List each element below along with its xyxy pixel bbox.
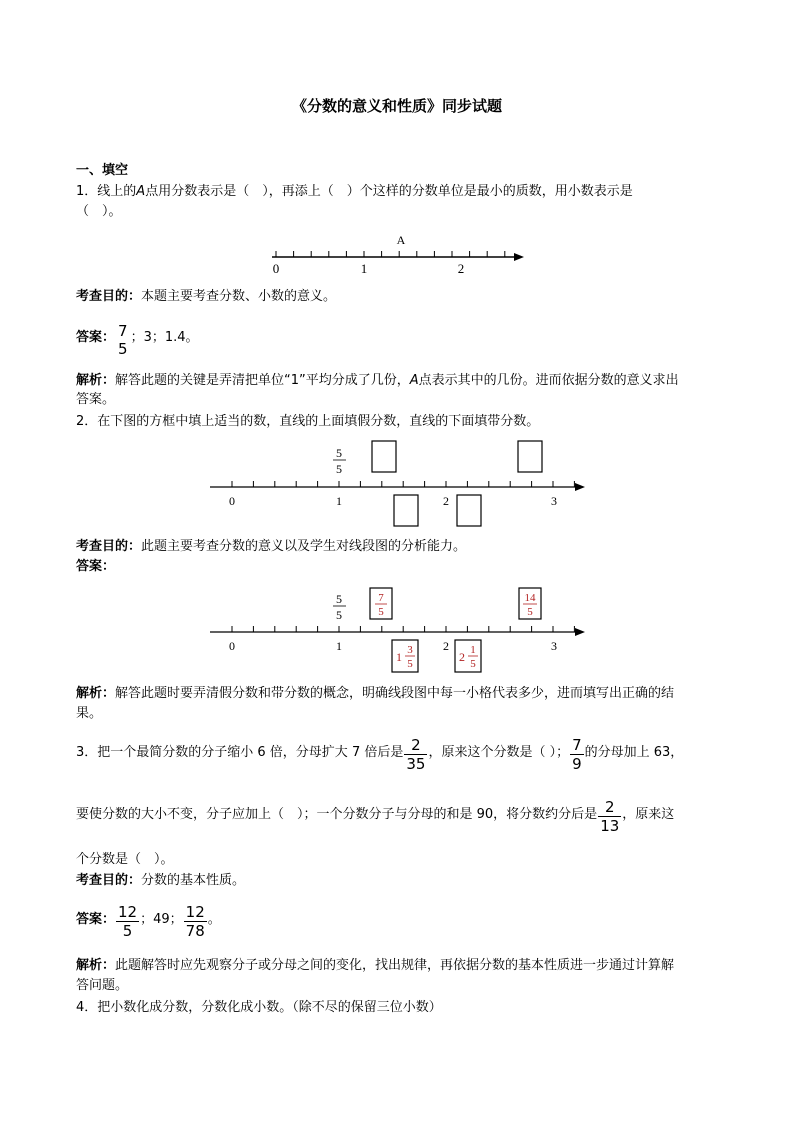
q2a-label-3: 3 <box>551 639 557 653</box>
q1-point-label: A <box>396 233 406 247</box>
q2-frac-den: 5 <box>336 462 342 476</box>
q2-box-above-2[interactable] <box>518 441 542 472</box>
q2a-frac-num: 5 <box>336 592 342 606</box>
q2-number-line <box>205 435 590 530</box>
q2a-frac-den: 5 <box>336 608 342 622</box>
q2-ans-b1-num: 3 <box>407 644 413 656</box>
q2-answer-number-line <box>205 583 590 678</box>
q1-analysis: 解析：解答此题的关键是弄清把单位“1”平均分成了几份，A点表示其中的几份。进而依据分数的意义求出 <box>76 373 679 388</box>
q1-line1: 1．线上的A点用分数表示是（ ），再添上（ ）个这样的分数单位是最小的质数，用小数表示是 <box>76 184 633 199</box>
q2-ans-a1-den: 5 <box>378 606 384 618</box>
q1-purpose: 考查目的：本题主要考查分数、小数的意义。 <box>76 289 337 304</box>
q2-label-2: 2 <box>443 494 449 508</box>
q2a-label-2: 2 <box>443 639 449 653</box>
q2-ans-b2-whole: 2 <box>459 650 465 664</box>
section-heading: 一、填空 <box>76 163 129 178</box>
q2-ans-b1-den: 5 <box>407 658 413 670</box>
q2-label-3: 3 <box>551 494 557 508</box>
q2-box-below-2[interactable] <box>457 495 481 526</box>
q2-box-below-1[interactable] <box>394 495 418 526</box>
q3-purpose: 考查目的：分数的基本性质。 <box>76 873 246 888</box>
q1-label-2: 2 <box>457 261 465 276</box>
q3-line1: 3．把一个最简分数的分子缩小 6 倍，分母扩大 7 倍后是 $\frac{2}{35}$ ，原来这个分数是（ ）； $\frac{7}{9}$ 的分母加上 63， <box>76 736 684 773</box>
q3-analysis: 解析：此题解答时应先观察分子或分母之间的变化，找出规律，再依据分数的基本性质进一步通过计算解 <box>76 958 675 973</box>
q2-ans-a2-num: 14 <box>524 592 536 604</box>
q2-purpose: 考查目的：此题主要考查分数的意义以及学生对线段图的分析能力。 <box>76 539 467 554</box>
q2-box-above-1[interactable] <box>372 441 396 472</box>
q2-label-1: 1 <box>336 494 342 508</box>
q2a-label-0: 0 <box>229 639 235 653</box>
q2a-label-1: 1 <box>336 639 342 653</box>
q1-number-line <box>262 230 532 276</box>
q3-answer: 答案： $\frac{12}{5}$ ；49； $\frac{12}{78}$ 。 <box>76 903 221 940</box>
q2-frac-num: 5 <box>336 446 342 460</box>
page-title: 《分数的意义和性质》同步试题 <box>291 97 502 115</box>
q2-ans-b2-den: 5 <box>470 658 476 670</box>
q4-question: 4．把小数化成分数，分数化成小数。（除不尽的保留三位小数） <box>76 1000 442 1015</box>
q1-label-0: 0 <box>272 261 280 276</box>
q2-ans-a1-num: 7 <box>378 592 384 604</box>
q2-ans-b1-whole: 1 <box>396 650 402 664</box>
q2-question: 2．在下图的方框中填上适当的数，直线的上面填假分数，直线的下面填带分数。 <box>76 414 540 429</box>
q2-label-0: 0 <box>229 494 235 508</box>
q1-analysis-cont: 答案。 <box>76 392 116 407</box>
q3-analysis-cont: 答问题。 <box>76 978 129 993</box>
q2-analysis: 解析：解答此题时要弄清假分数和带分数的概念，明确线段图中每一小格代表多少，进而填写出正确的结 <box>76 686 675 701</box>
q3-line2: 要使分数的大小不变，分子应加上（ ）；一个分数分子与分母的和是 90，将分数约分后是 $\frac{2}{13}$ ，原来这 <box>76 798 675 835</box>
q3-line3: 个分数是（ ）。 <box>76 852 174 867</box>
q1-line2: （ ）。 <box>76 204 122 219</box>
q2-ans-a2-den: 5 <box>527 606 533 618</box>
q2-analysis-cont: 果。 <box>76 706 103 721</box>
q2-answer-label: 答案： <box>76 559 116 574</box>
q2-ans-b2-num: 1 <box>470 644 476 656</box>
q1-label-1: 1 <box>360 261 368 276</box>
q1-answer: 答案： 7 5 ；3；1.4。 <box>76 322 199 358</box>
